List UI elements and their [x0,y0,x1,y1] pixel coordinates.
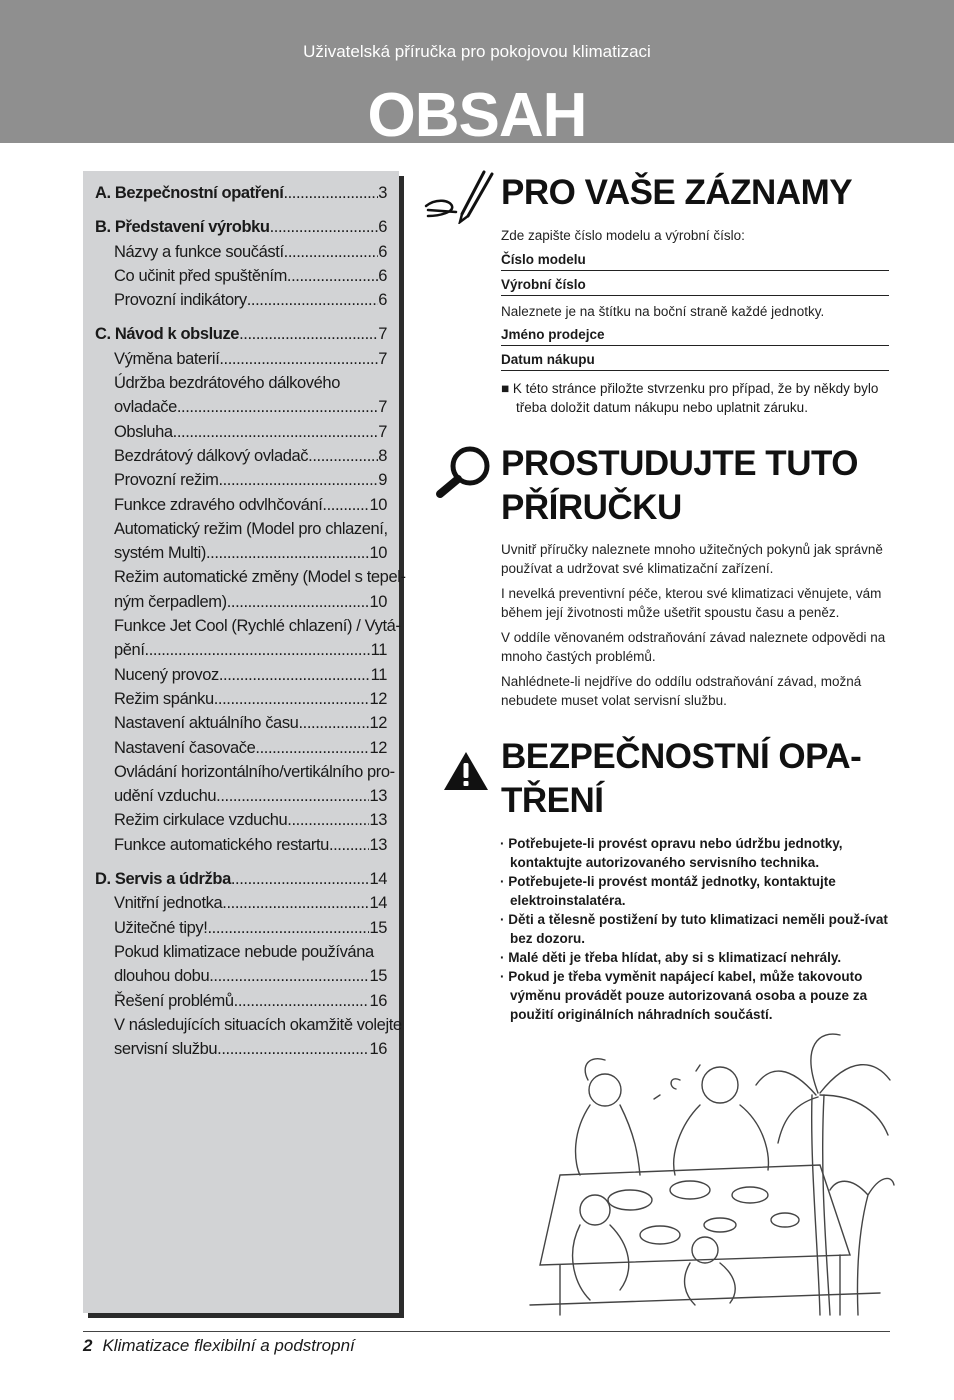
footer-title: Klimatizace flexibilní a podstropní [102,1336,355,1355]
toc-item-wrap: Režim automatické změny (Model s tepel- [114,568,406,587]
toc-item[interactable]: Režim spánku ..... 12 [95,687,387,711]
footer-divider [83,1331,890,1332]
manual-subtitle: Uživatelská příručka pro pokojovou klimatizaci [303,42,651,61]
toc-item[interactable]: Vnitřní jednotka ..... 14 [95,891,387,915]
toc-item[interactable]: Užitečné tipy! ..... 15 [95,916,387,940]
pen-writing-icon [422,166,494,224]
serial-number-field[interactable]: Výrobní číslo [501,277,889,296]
records-intro: Zde zapište číslo modelu a výrobní číslo: [501,228,745,243]
toc-item[interactable]: Výměna baterií ..... 7 [95,347,387,371]
safety-bullet: · Pokud je třeba vyměnit napájecí kabel, může takovouto výměnu provádět pouze autorizovaná osoba a pouze za použití originálních náhradních součástí. [500,969,868,1022]
study-paragraph: V oddíle věnovaném odstraňování závad naleznete odpovědi na mnoho častých problémů. [501,630,886,664]
toc-item[interactable]: Provozní indikátory ..... 6 [95,288,387,312]
dealer-name-field[interactable]: Jméno prodejce [501,327,889,346]
safety-heading-line1: BEZPEČNOSTNÍ OPA- [501,737,862,776]
toc-item[interactable]: pění ..... 11 [95,638,387,662]
family-picnic-illustration [520,1025,895,1320]
toc-item[interactable]: systém Multi) ..... 10 [95,541,387,565]
toc-item[interactable]: Řešení problémů ..... 16 [95,989,387,1013]
toc-item-wrap: Ovládání horizontálního/vertikálního pro- [114,762,395,781]
toc-item[interactable]: Funkce zdravého odvlhčování ..... 10 [95,493,387,517]
toc-section-a[interactable]: A. Bezpečnostní opatření ..... 3 [95,181,387,205]
study-heading-line1: PROSTUDUJTE TUTO [501,444,858,483]
page-header [0,0,954,150]
toc-item[interactable]: Provozní režim ..... 9 [95,468,387,492]
toc-item[interactable]: Co učinit před spuštěním ..... 6 [95,264,387,288]
magnifier-icon [434,444,496,500]
safety-heading-line2: TŘENÍ [501,781,604,820]
safety-bullet: · Potřebujete-li provést opravu nebo údržbu jednotky, kontaktujte autorizovaného servisního technika. [500,836,843,870]
toc-item[interactable]: ným čerpadlem) ..... 10 [95,590,387,614]
toc-item-wrap: Automatický režim (Model pro chlazení, [114,519,388,538]
toc-item[interactable]: Funkce automatického restartu ..... 13 [95,833,387,857]
toc-item[interactable]: Režim cirkulace vzduchu ..... 13 [95,808,387,832]
toc-item[interactable]: Nastavení časovače ..... 12 [95,736,387,760]
toc-item-wrap: V následujících situacích okamžitě volejte [114,1015,402,1034]
page-number: 2 [83,1336,93,1355]
table-of-contents [83,171,406,1313]
toc-section-c[interactable]: C. Návod k obsluze ..... 7 [95,322,387,346]
study-paragraph: Nahlédnete-li nejdříve do oddílu odstraňování závad, možná nebudete muset volat servisní službu. [501,674,862,708]
toc-section-b[interactable]: B. Představení výrobku ..... 6 [95,215,387,239]
toc-item-wrap: Údržba bezdrátového dálkového [114,374,340,393]
toc-item-wrap: Pokud klimatizace nebude používána [114,942,374,961]
toc-item[interactable]: udění vzduchu ..... 13 [95,784,387,808]
page-title: OBSAH [367,81,587,150]
toc-item-wrap: Funkce Jet Cool (Rychlé chlazení) / Vytá- [114,617,401,636]
toc-item[interactable]: ovladače ..... 7 [95,395,387,419]
safety-bullet: · Malé děti je třeba hlídat, aby si s klimatizací nehrály. [500,950,842,965]
study-heading-line2: PŘÍRUČKU [501,488,682,527]
study-paragraph: Uvnitř příručky naleznete mnoho užitečných pokynů jak správně používat a udržovat své klimatizační zařízení. [501,542,883,576]
toc-section-d[interactable]: D. Servis a údržba ..... 14 [95,867,387,891]
receipt-note: ■ K této stránce přiložte stvrzenku pro případ, že by někdy bylo třeba doložit datum nákupu nebo uplatnit záruku. [501,381,879,415]
safety-list [500,834,892,1024]
model-number-field[interactable]: Číslo modelu [501,252,889,271]
study-paragraph: I nevelká preventivní péče, kterou své klimatizaci věnujete, vám během její životnosti může ušetřit spoustu času a peněz. [501,586,882,620]
toc-item[interactable]: Nucený provoz ..... 11 [95,663,387,687]
warning-icon [442,750,490,792]
toc-item[interactable]: Bezdrátový dálkový ovladač ..... 8 [95,444,387,468]
records-heading: PRO VAŠE ZÁZNAMY [501,173,853,212]
toc-item[interactable]: dlouhou dobu ..... 15 [95,964,387,988]
page-footer [83,1336,355,1356]
toc-item[interactable]: Nastavení aktuálního času ..... 12 [95,711,387,735]
toc-item[interactable]: Názvy a funkce součástí ..... 6 [95,240,387,264]
safety-bullet: · Potřebujete-li provést montáž jednotky, kontaktujte elektroinstalatéra. [500,874,836,908]
label-location-note: Naleznete je na štítku na boční straně každé jednotky. [501,304,825,319]
toc-item[interactable]: servisní službu ..... 16 [95,1037,387,1061]
purchase-date-field[interactable]: Datum nákupu [501,352,889,371]
toc-item[interactable]: Obsluha ..... 7 [95,420,387,444]
safety-bullet: · Děti a tělesně postižení by tuto klimatizaci neměli použ-ívat bez dozoru. [500,912,888,946]
